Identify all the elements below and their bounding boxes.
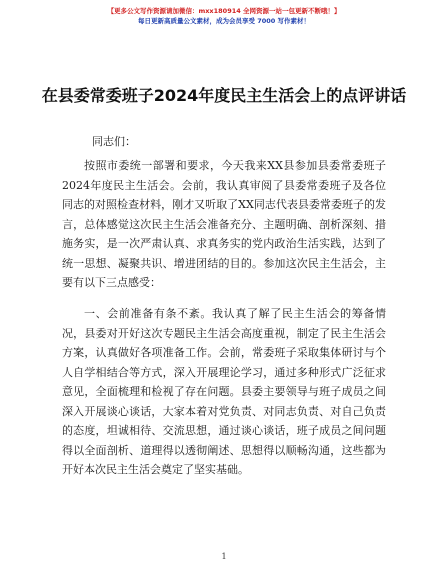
paragraph-intro: 按照市委统一部署和要求，今天我来XX县参加县委常委班子2024年度民主生活会。会前，我认真审阅了县委常委班子及各位同志的对照检查材料，刚才又听取了XX同志代表县委常委班子的发言，总体感觉这次民主生活会准备充分、主题明确、剖析深刻、措施务实，是一次严肃认真、求真务实的党内政治生活实践，达到了统一思想、凝聚共识、增进团结的目的。参加这次民主生活会，主要有以下三点感受： (62, 159, 386, 289)
document-title: 在县委常委班子2024年度民主生活会上的点评讲话 (41, 86, 407, 105)
promo-banner (0, 6, 448, 26)
salutation: 同志们： (92, 135, 136, 148)
paragraph-section-1: 一、会前准备有条不紊。我认真了解了民主生活会的筹备情况，县委对开好这次专题民主生活会高度重视，制定了民主生活会方案，认真做好各项准备工作。会前，常委班子采取集体研讨与个人自学相结合等方式，深入开展理论学习，通过多种形式广泛征求意见，全面梳理和检视了存在问题。县委主要领导与班子成员之间深入开展谈心谈话，大家本着对党负责、对同志负责、对自己负责的态度，坦诚相待、交流思想，通过谈心谈话，班子成员之间问题得以全面剖析、道理得以透彻阐述、思想得以顺畅沟通，这些都为开好本次民主生活会奠定了坚实基础。 (62, 307, 386, 476)
page-number: 1 (221, 552, 227, 561)
banner-line-1: 【更多公文写作资源请加微信：mxx180914 全网资源一站一包更新不断哦！】 (107, 7, 341, 15)
banner-line-2: 每日更新高质量公文素材，成为会员享受 7000 写作素材！ (137, 17, 311, 25)
